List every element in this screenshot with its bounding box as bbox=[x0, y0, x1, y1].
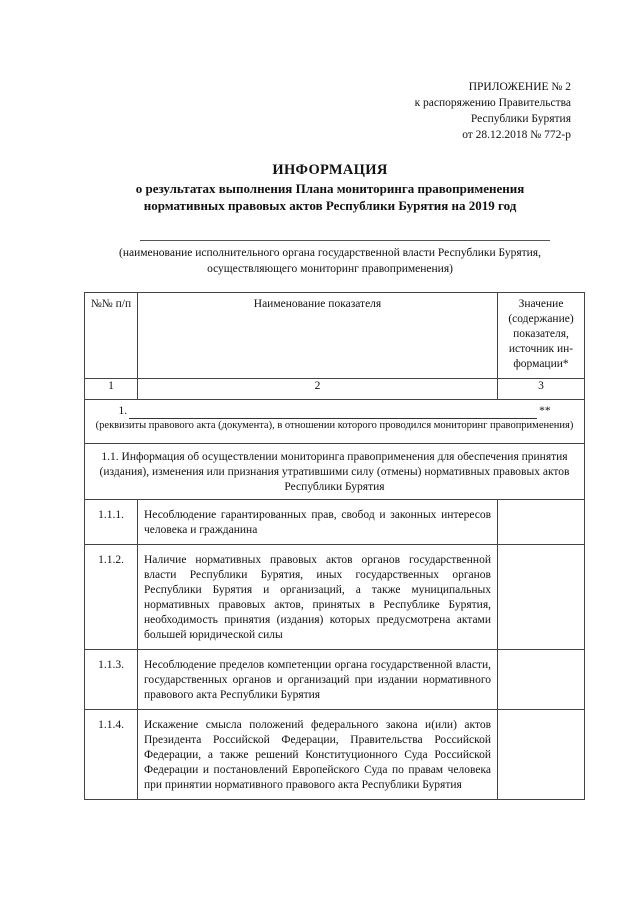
row-number: 1.1.4. bbox=[85, 710, 138, 800]
appendix-ref-line: Республики Бурятия bbox=[470, 113, 571, 125]
section-1-number: 1. bbox=[118, 405, 128, 417]
title-subtitle: о результатах выполнения Плана мониторинга правоприменения bbox=[135, 181, 525, 196]
section-1-1-heading: 1.1. Информация об осуществлении мониторинга правоприменения для обеспечения принятия (издания), изменения или признания утратившими силу (отмены) нормативных правовых актов Республики Бурятия bbox=[85, 444, 585, 500]
column-index: 2 bbox=[138, 379, 498, 400]
row-indicator: Искажение смысла положений федерального закона и(или) актов Президента Российской Федерации, Правительства Российской Федерации, а также решений Конституционного Суда Российской Федерации и постановлений Европейского Суда по правам человека при принятии нормативного правового акта Республики Бурятия bbox=[138, 710, 498, 800]
section-1-1-row bbox=[85, 444, 585, 500]
row-indicator: Несоблюдение гарантированных прав, свобод и законных интересов человека и гражданина bbox=[138, 500, 498, 545]
information-table bbox=[84, 292, 585, 800]
table-row bbox=[85, 500, 585, 545]
column-index-row bbox=[85, 379, 585, 400]
header-number: №№ п/п bbox=[85, 293, 138, 379]
column-index: 3 bbox=[498, 379, 585, 400]
row-value-cell bbox=[498, 500, 585, 545]
appendix-title: ПРИЛОЖЕНИЕ № 2 bbox=[468, 81, 571, 93]
column-index: 1 bbox=[85, 379, 138, 400]
header-value: Значение (содержание) показателя, источник ин-формации* bbox=[498, 293, 585, 379]
row-value-cell bbox=[498, 650, 585, 710]
row-indicator: Несоблюдение пределов компетенции органа государственной власти, государственных органов и организаций при издании нормативного правового акта Республики Бурятия bbox=[138, 650, 498, 710]
document-title bbox=[60, 160, 600, 214]
footnote-mark: ** bbox=[539, 405, 551, 417]
caption-line: осуществляющего мониторинг правоприменения) bbox=[207, 263, 453, 275]
section-1-row bbox=[85, 400, 585, 444]
section-1-line bbox=[91, 404, 578, 419]
table-row bbox=[85, 545, 585, 650]
table-row bbox=[85, 650, 585, 710]
organization-blank-line bbox=[140, 240, 550, 241]
caption-line: (наименование исполнительного органа государственной власти Республики Бурятия, bbox=[119, 247, 541, 259]
row-number: 1.1.3. bbox=[85, 650, 138, 710]
table-header-row bbox=[85, 293, 585, 379]
legal-act-blank-line bbox=[129, 406, 537, 419]
organization-caption bbox=[60, 245, 600, 277]
header-indicator-name: Наименование показателя bbox=[138, 293, 498, 379]
title-main: ИНФОРМАЦИЯ bbox=[272, 162, 388, 178]
row-value-cell bbox=[498, 710, 585, 800]
title-subtitle: нормативных правовых актов Республики Бурятия на 2019 год bbox=[143, 198, 517, 213]
section-1-cell bbox=[85, 400, 585, 444]
row-indicator: Наличие нормативных правовых актов органов государственной власти Республики Бурятия, иных государственных органов Республики Бурятия и организаций, а также муниципальных нормативных правовых актов, принятых в Республике Бурятия, необходимость принятия (издания) которых предусмотрена актами большей юридической силы bbox=[138, 545, 498, 650]
appendix-ref-line: к распоряжению Правительства bbox=[414, 97, 571, 109]
section-1-caption: (реквизиты правового акта (документа), в отношении которого проводился мониторинг правоприменения) bbox=[95, 420, 574, 431]
appendix-date: от 28.12.2018 № 772-р bbox=[462, 129, 571, 141]
row-value-cell bbox=[498, 545, 585, 650]
row-number: 1.1.2. bbox=[85, 545, 138, 650]
table-row bbox=[85, 710, 585, 800]
appendix-header bbox=[415, 79, 571, 143]
row-number: 1.1.1. bbox=[85, 500, 138, 545]
